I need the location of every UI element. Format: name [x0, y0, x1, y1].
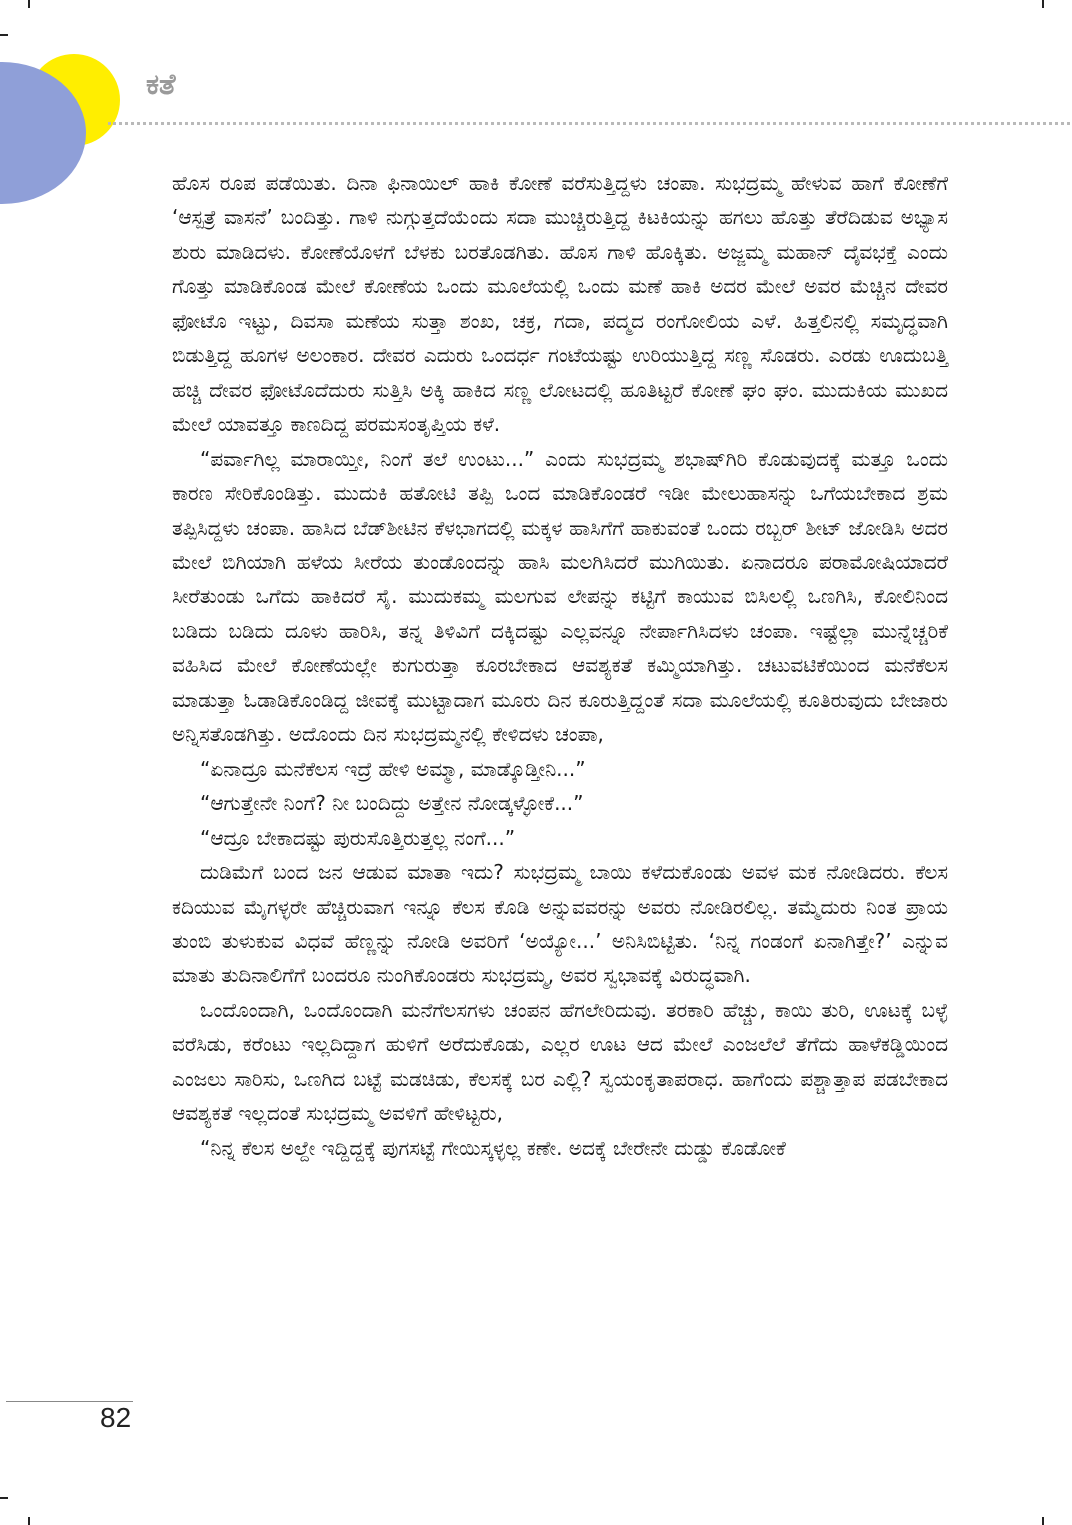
crop-mark-left-lower	[0, 1497, 8, 1499]
paragraph: ಹೊಸ ರೂಪ ಪಡೆಯಿತು. ದಿನಾ ಫಿನಾಯಿಲ್ ಹಾಕಿ ಕೋಣೆ ವರೆಸುತ್ತಿದ್ದಳು ಚಂಪಾ. ಸುಭದ್ರಮ್ಮ ಹೇಳುವ ಹಾಗೆ ಕೋಣೆಗೆ ‘ಆಸ್ಪತ್ರೆ ವಾಸನೆ’ ಬಂದಿತ್ತು. ಗಾಳಿ ನುಗ್ಗುತ್ತದೆಯೆಂದು ಸದಾ ಮುಚ್ಚಿರುತ್ತಿದ್ದ ಕಿಟಕಿಯನ್ನು ಹಗಲು ಹೊತ್ತು ತೆರೆದಿಡುವ ಅಭ್ಯಾಸ ಶುರು ಮಾಡಿದಳು. ಕೋಣೆಯೊಳಗೆ ಬೆಳಕು ಬರತೊಡಗಿತು. ಹೊಸ ಗಾಳಿ ಹೊಕ್ಕಿತು. ಅಜ್ಜಮ್ಮ ಮಹಾನ್ ದೈವಭಕ್ತೆ ಎಂದು ಗೊತ್ತು ಮಾಡಿಕೊಂಡ ಮೇಲೆ ಕೋಣೆಯ ಒಂದು ಮೂಲೆಯಲ್ಲಿ ಒಂದು ಮಣೆ ಹಾಕಿ ಅದರ ಮೇಲೆ ಅವರ ಮೆಚ್ಚಿನ ದೇವರ ಫೋಟೊ ಇಟ್ಟು, ದಿವಸಾ ಮಣೆಯ ಸುತ್ತಾ ಶಂಖ, ಚಕ್ರ, ಗದಾ, ಪದ್ಮದ ರಂಗೋಲಿಯ ಎಳೆ. ಹಿತ್ತಲಿನಲ್ಲಿ ಸಮೃದ್ಧವಾಗಿ ಬಿಡುತ್ತಿದ್ದ ಹೂಗಳ ಅಲಂಕಾರ. ದೇವರ ಎದುರು ಒಂದರ್ಧ ಗಂಟೆಯಷ್ಟು ಉರಿಯುತ್ತಿದ್ದ ಸಣ್ಣ ಸೊಡರು. ಎರಡು ಊದುಬತ್ತಿ ಹಚ್ಚಿ ದೇವರ ಫೋಟೊದೆದುರು ಸುತ್ತಿಸಿ ಅಕ್ಕಿ ಹಾಕಿದ ಸಣ್ಣ ಲೋಟದಲ್ಲಿ ಹೂತಿಟ್ಟರೆ ಕೋಣೆ ಘಂ ಘಂ. ಮುದುಕಿಯ ಮುಖದ ಮೇಲೆ ಯಾವತ್ತೂ ಕಾಣದಿದ್ದ ಪರಮಸಂತೃಪ್ತಿಯ ಕಳೆ.	[172, 171, 949, 437]
paragraph: “ಪರ್ವಾಗಿಲ್ಲ ಮಾರಾಯ್ತೀ, ನಿಂಗೆ ತಲೆ ಉಂಟು...” ಎಂದು ಸುಭದ್ರಮ್ಮ ಶಭಾಷ್‌ಗಿರಿ ಕೊಡುವುದಕ್ಕೆ ಮತ್ತೂ ಒಂದು ಕಾರಣ ಸೇರಿಕೊಂಡಿತ್ತು. ಮುದುಕಿ ಹತೋಟಿ ತಪ್ಪಿ ಒಂದ ಮಾಡಿಕೊಂಡರೆ ಇಡೀ ಮೇಲುಹಾಸನ್ನು ಒಗೆಯಬೇಕಾದ ಶ್ರಮ ತಪ್ಪಿಸಿದ್ದಳು ಚಂಪಾ. ಹಾಸಿದ ಬೆಡ್‌ಶೀಟಿನ ಕೆಳಭಾಗದಲ್ಲಿ ಮಕ್ಕಳ ಹಾಸಿಗೆಗೆ ಹಾಕುವಂತೆ ಒಂದು ರಬ್ಬರ್ ಶೀಟ್ ಜೋಡಿಸಿ ಅದರ ಮೇಲೆ ಬಿಗಿಯಾಗಿ ಹಳೆಯ ಸೀರೆಯ ತುಂಡೊಂದನ್ನು ಹಾಸಿ ಮಲಗಿಸಿದರೆ ಮುಗಿಯಿತು. ಏನಾದರೂ ಪರಾಮೋಷಿಯಾದರೆ ಸೀರೆತುಂಡು ಒಗೆದು ಹಾಕಿದರೆ ಸೈ. ಮುದುಕಮ್ಮ ಮಲಗುವ ಲೇಪನ್ನು ಕಟ್ಟಿಗೆ ಕಾಯುವ ಬಿಸಿಲಲ್ಲಿ ಒಣಗಿಸಿ, ಕೋಲಿನಿಂದ ಬಡಿದು ಬಡಿದು ದೂಳು ಹಾರಿಸಿ, ತನ್ನ ತಿಳಿವಿಗೆ ದಕ್ಕಿದಷ್ಟು ಎಲ್ಲವನ್ನೂ ನೇರ್ಪಾಗಿಸಿದಳು ಚಂಪಾ. ಇಷ್ಟೆಲ್ಲಾ ಮುನ್ನೆಚ್ಚರಿಕೆ ವಹಿಸಿದ ಮೇಲೆ ಕೋಣೆಯಲ್ಲೇ ಕುಗುರುತ್ತಾ ಕೂರಬೇಕಾದ ಆವಶ್ಯಕತೆ ಕಮ್ಮಿಯಾಗಿತ್ತು. ಚಟುವಟಿಕೆಯಿಂದ ಮನೆಕೆಲಸ ಮಾಡುತ್ತಾ ಓಡಾಡಿಕೊಂಡಿದ್ದ ಜೀವಕ್ಕೆ ಮುಟ್ಟಾದಾಗ ಮೂರು ದಿನ ಕೂರುತ್ತಿದ್ದಂತೆ ಸದಾ ಮೂಲೆಯಲ್ಲಿ ಕೂತಿರುವುದು ಬೇಜಾರು ಅನ್ನಿಸತೊಡಗಿತ್ತು. ಅದೊಂದು ದಿನ ಸುಭದ್ರಮ್ಮನಲ್ಲಿ ಕೇಳಿದಳು ಚಂಪಾ,	[172, 446, 948, 747]
dialogue-line: “ಆಗುತ್ತೇನೇ ನಿಂಗೆ? ನೀ ಬಂದಿದ್ದು ಅತ್ತೇನ ನೋಡ್ಕಳ್ಳೋಕೆ...”	[200, 791, 584, 816]
paragraph: ಒಂದೊಂದಾಗಿ, ಒಂದೊಂದಾಗಿ ಮನೆಗೆಲಸಗಳು ಚಂಪನ ಹೆಗಲೇರಿದುವು. ತರಕಾರಿ ಹೆಚ್ಚು, ಕಾಯಿ ತುರಿ, ಊಟಕ್ಕೆ ಬಳ್ಳೆ ವರೆಸಿಡು, ಕರೆಂಟು ಇಲ್ಲದಿದ್ದಾಗ ಹುಳಿಗೆ ಅರೆದುಕೊಡು, ಎಲ್ಲರ ಊಟ ಆದ ಮೇಲೆ ಎಂಜಲೆಲೆ ತೆಗೆದು ಹಾಳೆಕಡ್ಡಿಯಿಂದ ಎಂಜಲು ಸಾರಿಸು, ಒಣಗಿದ ಬಟ್ಟೆ ಮಡಚಿಡು, ಕೆಲಸಕ್ಕೆ ಬರ ಎಲ್ಲಿ? ಸ್ವಯಂಕೃತಾಪರಾಧ. ಹಾಗೆಂದು ಪಶ್ಚಾತ್ತಾಪ ಪಡಬೇಕಾದ ಆವಶ್ಯಕತೆ ಇಲ್ಲದಂತೆ ಸುಭದ್ರಮ್ಮ ಅವಳಿಗೆ ಹೇಳಿಟ್ಟರು,	[172, 997, 948, 1126]
paragraph: “ನಿನ್ನ ಕೆಲಸ ಅಲ್ದೇ ಇದ್ದಿದ್ದಕ್ಕೆ ಪುಗಸಟ್ಟೆ ಗೇಯಿಸ್ಕಳ್ಳಲ್ಲ ಕಣೇ. ಅದಕ್ಕೆ ಬೇರೇನೇ ದುಡ್ಡು ಕೊಡೋಕೆ	[200, 1135, 786, 1160]
crop-mark-bottom-left	[28, 1517, 30, 1525]
paragraph: ದುಡಿಮೆಗೆ ಬಂದ ಜನ ಆಡುವ ಮಾತಾ ಇದು? ಸುಭದ್ರಮ್ಮ ಬಾಯಿ ಕಳೆದುಕೊಂಡು ಅವಳ ಮಕ ನೋಡಿದರು. ಕೆಲಸ ಕದಿಯುವ ಮೈಗಳ್ಳರೇ ಹೆಚ್ಚಿರುವಾಗ ಇನ್ನೂ ಕೆಲಸ ಕೊಡಿ ಅನ್ನುವವರನ್ನು ಅವರು ನೋಡಿರಲಿಲ್ಲ. ತಮ್ಮೆದುರು ನಿಂತ ಪ್ರಾಯ ತುಂಬಿ ತುಳುಕುವ ವಿಧವೆ ಹೆಣ್ಣನ್ನು ನೋಡಿ ಅವರಿಗೆ ‘ಅಯ್ಯೋ...’ ಅನಿಸಿಬಿಟ್ಟಿತು. ‘ನಿನ್ನ ಗಂಡಂಗೆ ಏನಾಗಿತ್ತೇ?’ ಎನ್ನುವ ಮಾತು ತುದಿನಾಲಿಗೆಗೆ ಬಂದರೂ ನುಂಗಿಕೊಂಡರು ಸುಭದ್ರಮ್ಮ, ಅವರ ಸ್ವಭಾವಕ್ಕೆ ವಿರುದ್ಧವಾಗಿ.	[172, 860, 948, 988]
crop-mark-top-right	[1042, 0, 1044, 8]
header-decoration	[0, 0, 160, 220]
story-body	[172, 166, 948, 1165]
dialogue-line: “ಏನಾದ್ರೂ ಮನೆಕೆಲಸ ಇದ್ರೆ ಹೇಳಿ ಅಮ್ಮಾ, ಮಾಡ್ಕೊಡ್ತೀನಿ...”	[200, 756, 586, 781]
page-number: 82	[100, 1402, 132, 1433]
crop-mark-bottom-right	[1042, 1517, 1044, 1525]
header-dotted-divider	[108, 122, 1070, 125]
dialogue-line: “ಆದ್ರೂ ಬೇಕಾದಷ್ಟು ಪುರುಸೊತ್ತಿರುತ್ತಲ್ಲ ನಂಗೆ...”	[200, 825, 516, 850]
section-label: ಕತೆ	[146, 67, 176, 101]
